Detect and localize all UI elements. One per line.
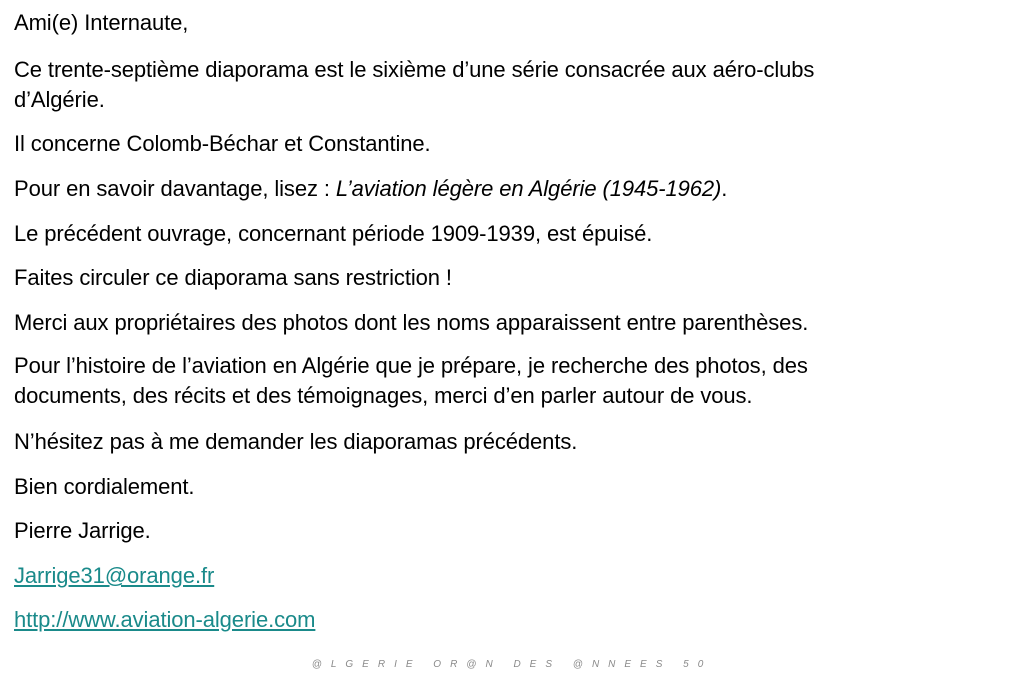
website-paragraph [14,605,1010,635]
book-title: L’aviation légère en Algérie (1945-1962) [335,176,722,201]
greeting: Ami(e) Internaute, [14,10,189,35]
paragraph-intro-line-2: d’Algérie. [14,87,105,112]
paragraph-ask: N’hésitez pas à me demander les diaporamas précédents. [14,429,578,454]
book-suffix: . [721,176,728,201]
paragraph-intro [14,55,1010,115]
website-link[interactable]: http://www.aviation-algerie.com [14,607,316,632]
paragraph-share: Faites circuler ce diaporama sans restriction ! [14,265,452,290]
paragraph-book [14,174,1010,204]
paragraph-request-line-1: Pour l’histoire de l’aviation en Algérie que je prépare, je recherche des photos, des [14,353,808,378]
email-paragraph [14,561,1010,591]
paragraph-previous-book: Le précédent ouvrage, concernant période 1909-1939, est épuisé. [14,221,653,246]
signature: Pierre Jarrige. [14,518,151,543]
paragraph-intro-line-1: Ce trente-septième diaporama est le sixième d’une série consacrée aux aéro-clubs [14,57,815,82]
paragraph-thanks: Merci aux propriétaires des photos dont les noms apparaissent entre parenthèses. [14,310,809,335]
footer-banner: @LGERIE OR@N DES @NNEES 50 [311,659,713,670]
paragraph-locations: Il concerne Colomb-Béchar et Constantine. [14,131,431,156]
paragraph-request-line-2: documents, des récits et des témoignages, merci d’en parler autour de vous. [14,383,753,408]
closing: Bien cordialement. [14,474,195,499]
email-link[interactable]: Jarrige31@orange.fr [14,563,215,588]
paragraph-request [14,351,1010,411]
book-prefix: Pour en savoir davantage, lisez : [14,176,336,201]
